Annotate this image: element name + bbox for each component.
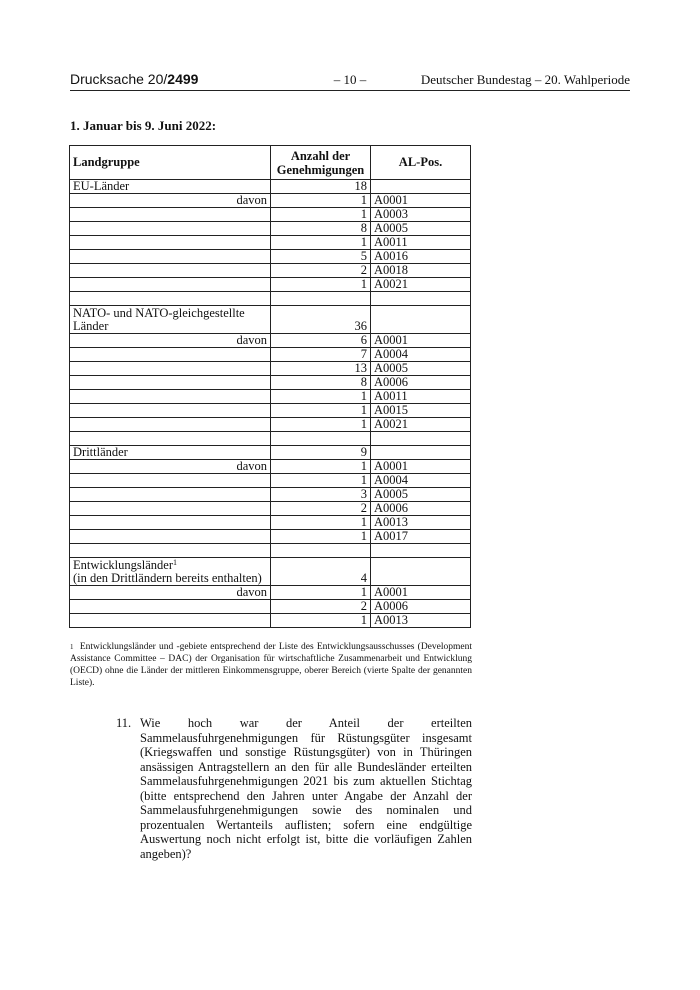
table-row bbox=[70, 334, 471, 348]
al-pos-cell: A0005 bbox=[371, 222, 471, 236]
group-label-line1: NATO- und NATO-gleichgestellte bbox=[73, 306, 245, 320]
page-header bbox=[70, 70, 630, 91]
count-cell: 1 bbox=[271, 418, 371, 432]
empty-cell bbox=[70, 292, 271, 306]
question-number: 11. bbox=[116, 716, 132, 730]
empty-cell bbox=[70, 222, 271, 236]
count-cell: 7 bbox=[271, 348, 371, 362]
export-licences-table bbox=[69, 145, 471, 628]
column-header-al-pos: AL-Pos. bbox=[371, 146, 471, 180]
footnote: $^1$ Entwicklungsländer und -gebiete entsprechend der Liste des Entwicklungsausschusses (Development Assistance Committee – DAC) der Organisation für wirtschaftliche Zusammenarbeit und Entwicklung (OECD) ohne die Länder der mittleren Einkommensgruppe, oberer Bereich (vierte Spalte der genannten Liste). bbox=[70, 642, 472, 688]
group-total: 4 bbox=[271, 558, 371, 586]
section-title: 1. Januar bis 9. Juni 2022: bbox=[70, 118, 217, 133]
table-row bbox=[70, 502, 471, 516]
empty-cell bbox=[70, 264, 271, 278]
group-label-line2: Länder bbox=[73, 319, 109, 333]
table-row bbox=[70, 250, 471, 264]
group-row bbox=[70, 558, 471, 586]
count-cell: 1 bbox=[271, 586, 371, 600]
empty-cell bbox=[70, 502, 271, 516]
document-number: Drucksache 20/2499 bbox=[70, 71, 199, 87]
al-pos-cell: A0001 bbox=[371, 194, 471, 208]
group-row bbox=[70, 180, 471, 194]
count-cell: 3 bbox=[271, 488, 371, 502]
table-row bbox=[70, 208, 471, 222]
empty-cell bbox=[70, 376, 271, 390]
al-pos-cell: A0004 bbox=[371, 348, 471, 362]
count-cell: 8 bbox=[271, 376, 371, 390]
empty-cell bbox=[70, 418, 271, 432]
empty-cell bbox=[70, 600, 271, 614]
al-pos-cell: A0001 bbox=[371, 460, 471, 474]
davon-label: davon bbox=[70, 194, 271, 208]
count-cell: 5 bbox=[271, 250, 371, 264]
count-cell: 1 bbox=[271, 278, 371, 292]
empty-cell bbox=[371, 306, 471, 334]
count-cell: 1 bbox=[271, 530, 371, 544]
empty-cell bbox=[371, 432, 471, 446]
empty-cell bbox=[371, 544, 471, 558]
table-row bbox=[70, 236, 471, 250]
table-row bbox=[70, 516, 471, 530]
empty-cell bbox=[70, 530, 271, 544]
table-row bbox=[70, 614, 471, 628]
count-cell: 2 bbox=[271, 502, 371, 516]
al-pos-cell: A0011 bbox=[371, 390, 471, 404]
group-total: 36 bbox=[271, 306, 371, 334]
al-pos-cell: A0011 bbox=[371, 236, 471, 250]
count-cell: 6 bbox=[271, 334, 371, 348]
al-pos-cell: A0001 bbox=[371, 586, 471, 600]
count-cell: 1 bbox=[271, 516, 371, 530]
group-total: 9 bbox=[271, 446, 371, 460]
al-pos-cell: A0013 bbox=[371, 614, 471, 628]
al-pos-cell: A0018 bbox=[371, 264, 471, 278]
table-row bbox=[70, 376, 471, 390]
empty-cell bbox=[70, 516, 271, 530]
al-pos-cell: A0006 bbox=[371, 600, 471, 614]
count-cell: 1 bbox=[271, 460, 371, 474]
empty-cell bbox=[70, 488, 271, 502]
page-number: – 10 – bbox=[333, 72, 367, 87]
table-row bbox=[70, 474, 471, 488]
spacer-row bbox=[70, 292, 471, 306]
empty-cell bbox=[271, 432, 371, 446]
count-cell: 13 bbox=[271, 362, 371, 376]
empty-cell bbox=[371, 558, 471, 586]
table-row bbox=[70, 222, 471, 236]
group-label: Drittländer bbox=[70, 446, 271, 460]
table-row bbox=[70, 586, 471, 600]
al-pos-cell: A0006 bbox=[371, 376, 471, 390]
table-row bbox=[70, 488, 471, 502]
count-cell: 1 bbox=[271, 474, 371, 488]
table-row bbox=[70, 530, 471, 544]
count-cell: 2 bbox=[271, 264, 371, 278]
table-row bbox=[70, 460, 471, 474]
group-label: EU-Länder bbox=[70, 180, 271, 194]
empty-cell bbox=[70, 348, 271, 362]
al-pos-cell: A0021 bbox=[371, 278, 471, 292]
table-row bbox=[70, 600, 471, 614]
column-header-anzahl: Anzahl der Genehmigungen bbox=[271, 146, 371, 180]
count-cell: 1 bbox=[271, 390, 371, 404]
column-header-landgruppe: Landgruppe bbox=[70, 146, 271, 180]
group-row bbox=[70, 306, 471, 334]
table-row bbox=[70, 264, 471, 278]
empty-cell bbox=[70, 544, 271, 558]
table-row bbox=[70, 390, 471, 404]
question-text: Wie hoch war der Anteil der erteilten Sammelausfuhrgenehmigungen für Rüstungsgüter insgesamt (Kriegswaffen und sonstige Rüstungsgüter) von in Thüringen ansässigen Antragstellern an den für alle Bundesländer erteilten Sammelausfuhrgenehmigungen 2021 bis zum aktuellen Stichtag (bitte entsprechend den Jahren unter Angabe der Anzahl der Sammelausfuhrgenehmigungen sowie des nominalen und prozentualen Wertanteils auflisten; sofern eine endgültige Auswertung noch nicht erfolgt ist, bitte die vorläufigen Zahlen angeben)? bbox=[140, 716, 472, 861]
group-row bbox=[70, 446, 471, 460]
count-cell: 1 bbox=[271, 194, 371, 208]
davon-label: davon bbox=[70, 460, 271, 474]
empty-cell bbox=[70, 614, 271, 628]
davon-label: davon bbox=[70, 586, 271, 600]
empty-cell bbox=[70, 278, 271, 292]
empty-cell bbox=[70, 236, 271, 250]
count-cell: 1 bbox=[271, 236, 371, 250]
table-header-row bbox=[70, 146, 471, 180]
count-cell: 2 bbox=[271, 600, 371, 614]
empty-cell bbox=[70, 362, 271, 376]
empty-cell bbox=[371, 446, 471, 460]
table-body bbox=[70, 180, 471, 628]
al-pos-cell: A0003 bbox=[371, 208, 471, 222]
table-row bbox=[70, 418, 471, 432]
count-cell: 1 bbox=[271, 614, 371, 628]
empty-cell bbox=[70, 404, 271, 418]
group-label bbox=[70, 306, 271, 334]
al-pos-cell: A0005 bbox=[371, 488, 471, 502]
group-label-line2: (in den Drittländern bereits enthalten) bbox=[73, 571, 262, 585]
group-total: 18 bbox=[271, 180, 371, 194]
empty-cell bbox=[70, 250, 271, 264]
count-cell: 1 bbox=[271, 208, 371, 222]
al-pos-cell: A0013 bbox=[371, 516, 471, 530]
al-pos-cell: A0006 bbox=[371, 502, 471, 516]
al-pos-cell: A0021 bbox=[371, 418, 471, 432]
count-cell: 1 bbox=[271, 404, 371, 418]
al-pos-cell: A0005 bbox=[371, 362, 471, 376]
empty-cell bbox=[271, 544, 371, 558]
table-row bbox=[70, 404, 471, 418]
table-row bbox=[70, 362, 471, 376]
count-cell: 8 bbox=[271, 222, 371, 236]
empty-cell bbox=[70, 474, 271, 488]
davon-label: davon bbox=[70, 334, 271, 348]
publisher-label: Deutscher Bundestag – 20. Wahlperiode bbox=[420, 72, 630, 87]
empty-cell bbox=[371, 180, 471, 194]
group-label bbox=[70, 558, 271, 586]
al-pos-cell: A0001 bbox=[371, 334, 471, 348]
group-label-line1: Entwicklungsländer bbox=[73, 558, 173, 572]
footnote-reference: 1 bbox=[172, 558, 177, 567]
al-pos-cell: A0016 bbox=[371, 250, 471, 264]
empty-cell bbox=[70, 432, 271, 446]
table-row bbox=[70, 278, 471, 292]
table-row bbox=[70, 348, 471, 362]
spacer-row bbox=[70, 544, 471, 558]
al-pos-cell: A0004 bbox=[371, 474, 471, 488]
empty-cell bbox=[271, 292, 371, 306]
empty-cell bbox=[371, 292, 471, 306]
table-row bbox=[70, 194, 471, 208]
al-pos-cell: A0015 bbox=[371, 404, 471, 418]
empty-cell bbox=[70, 208, 271, 222]
empty-cell bbox=[70, 390, 271, 404]
al-pos-cell: A0017 bbox=[371, 530, 471, 544]
spacer-row bbox=[70, 432, 471, 446]
